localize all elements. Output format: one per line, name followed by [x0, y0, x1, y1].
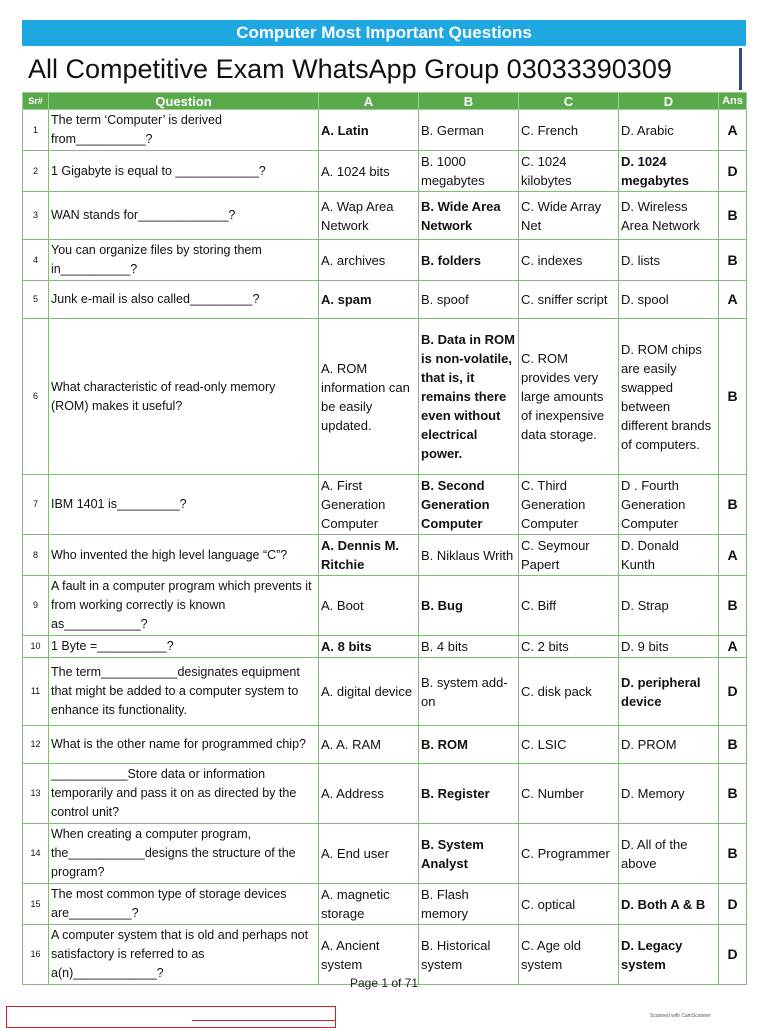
answer-cell: A	[719, 281, 747, 319]
table-row	[23, 475, 747, 535]
option-b: B. Wide Area Network	[419, 192, 519, 240]
option-b: B. Register	[419, 764, 519, 824]
header-c: C	[519, 93, 619, 110]
header-d: D	[619, 93, 719, 110]
answer-cell: D	[719, 884, 747, 925]
option-a: A. First Generation Computer	[319, 475, 419, 535]
answer-cell: D	[719, 151, 747, 192]
option-d: D. 9 bits	[619, 636, 719, 658]
question-cell: ___________Store data or information temporarily and pass it on as directed by the control unit?	[49, 764, 319, 824]
header-ans: Ans	[719, 93, 747, 110]
question-cell: A fault in a computer program which prevents it from working correctly is known as___________?	[49, 576, 319, 636]
option-d: D. spool	[619, 281, 719, 319]
option-d: D. peripheral device	[619, 658, 719, 726]
option-c: C. French	[519, 110, 619, 151]
page-number: Page 1 of 71	[349, 976, 419, 990]
option-a: A. 1024 bits	[319, 151, 419, 192]
answer-cell: A	[719, 110, 747, 151]
question-cell: WAN stands for_____________?	[49, 192, 319, 240]
row-number: 8	[23, 535, 49, 576]
table-row	[23, 281, 747, 319]
row-number: 16	[23, 925, 49, 985]
table-row	[23, 151, 747, 192]
question-cell: Junk e-mail is also called_________?	[49, 281, 319, 319]
row-number: 4	[23, 240, 49, 281]
row-number: 5	[23, 281, 49, 319]
question-cell: Who invented the high level language “C”?	[49, 535, 319, 576]
row-number: 11	[23, 658, 49, 726]
option-a: A. Dennis M. Ritchie	[319, 535, 419, 576]
document-banner: Computer Most Important Questions	[22, 20, 746, 46]
table-row	[23, 658, 747, 726]
question-cell: What characteristic of read-only memory (ROM) makes it useful?	[49, 319, 319, 475]
row-number: 9	[23, 576, 49, 636]
header-sr: Sr#	[23, 93, 49, 110]
answer-cell: D	[719, 925, 747, 985]
option-b: B. spoof	[419, 281, 519, 319]
table-row	[23, 535, 747, 576]
row-number: 13	[23, 764, 49, 824]
answer-cell: A	[719, 535, 747, 576]
option-b: B. Data in ROM is non-volatile, that is, it remains there even without electrical power.	[419, 319, 519, 475]
option-a: A. Wap Area Network	[319, 192, 419, 240]
option-a: A. digital device	[319, 658, 419, 726]
table-row	[23, 110, 747, 151]
option-c: C. Seymour Papert	[519, 535, 619, 576]
option-d: D . Fourth Generation Computer	[619, 475, 719, 535]
option-c: C. Programmer	[519, 824, 619, 884]
option-c: C. Number	[519, 764, 619, 824]
option-c: C. 2 bits	[519, 636, 619, 658]
table-row	[23, 726, 747, 764]
option-b: B. Bug	[419, 576, 519, 636]
option-c: C. disk pack	[519, 658, 619, 726]
option-b: B. Niklaus Writh	[419, 535, 519, 576]
option-b: B. Flash memory	[419, 884, 519, 925]
annotation-line	[192, 1020, 336, 1021]
option-b: B. German	[419, 110, 519, 151]
option-d: D. 1024 megabytes	[619, 151, 719, 192]
option-d: D. All of the above	[619, 824, 719, 884]
answer-cell: B	[719, 192, 747, 240]
option-d: D. Donald Kunth	[619, 535, 719, 576]
option-b: B. system add-on	[419, 658, 519, 726]
table-row	[23, 884, 747, 925]
option-a: A. Address	[319, 764, 419, 824]
header-a: A	[319, 93, 419, 110]
option-b: B. 1000 megabytes	[419, 151, 519, 192]
option-a: A. Ancient system	[319, 925, 419, 985]
answer-cell: B	[719, 319, 747, 475]
option-b: B. 4 bits	[419, 636, 519, 658]
answer-cell: B	[719, 240, 747, 281]
question-cell: The term ‘Computer’ is derived from__________?	[49, 110, 319, 151]
table-row	[23, 576, 747, 636]
table-row	[23, 319, 747, 475]
table-row	[23, 636, 747, 658]
table-row	[23, 824, 747, 884]
row-number: 7	[23, 475, 49, 535]
option-a: A. ROM information can be easily updated.	[319, 319, 419, 475]
header-b: B	[419, 93, 519, 110]
answer-cell: A	[719, 636, 747, 658]
option-c: C. indexes	[519, 240, 619, 281]
option-b: B. System Analyst	[419, 824, 519, 884]
answer-cell: B	[719, 726, 747, 764]
answer-cell: B	[719, 576, 747, 636]
option-a: A. archives	[319, 240, 419, 281]
table-row	[23, 764, 747, 824]
option-d: D. Strap	[619, 576, 719, 636]
option-d: D. ROM chips are easily swapped between different brands of computers.	[619, 319, 719, 475]
question-cell: What is the other name for programmed chip?	[49, 726, 319, 764]
option-b: B. Historical system	[419, 925, 519, 985]
option-c: C. optical	[519, 884, 619, 925]
row-number: 3	[23, 192, 49, 240]
question-cell: 1 Byte =__________?	[49, 636, 319, 658]
option-b: B. Second Generation Computer	[419, 475, 519, 535]
option-a: A. magnetic storage	[319, 884, 419, 925]
row-number: 10	[23, 636, 49, 658]
row-number: 1	[23, 110, 49, 151]
option-c: C. LSIC	[519, 726, 619, 764]
question-cell: The most common type of storage devices are_________?	[49, 884, 319, 925]
option-a: A. A. RAM	[319, 726, 419, 764]
option-c: C. Wide Array Net	[519, 192, 619, 240]
answer-cell: B	[719, 764, 747, 824]
row-number: 14	[23, 824, 49, 884]
option-c: C. Third Generation Computer	[519, 475, 619, 535]
option-d: D. PROM	[619, 726, 719, 764]
option-d: D. Wireless Area Network	[619, 192, 719, 240]
answer-cell: D	[719, 658, 747, 726]
option-c: C. ROM provides very large amounts of inexpensive data storage.	[519, 319, 619, 475]
document-subtitle: All Competitive Exam WhatsApp Group 03033390309	[22, 48, 742, 90]
option-c: C. sniffer script	[519, 281, 619, 319]
option-d: D. Memory	[619, 764, 719, 824]
option-c: C. Age old system	[519, 925, 619, 985]
row-number: 15	[23, 884, 49, 925]
option-d: D. Both A & B	[619, 884, 719, 925]
questions-table	[22, 92, 747, 985]
annotation-box	[6, 1006, 336, 1028]
option-c: C. Biff	[519, 576, 619, 636]
question-cell: When creating a computer program, the___________designs the structure of the program?	[49, 824, 319, 884]
option-a: A. Latin	[319, 110, 419, 151]
answer-cell: B	[719, 475, 747, 535]
question-cell: 1 Gigabyte is equal to ____________?	[49, 151, 319, 192]
row-number: 6	[23, 319, 49, 475]
option-a: A. spam	[319, 281, 419, 319]
question-cell: IBM 1401 is_________?	[49, 475, 319, 535]
question-cell: You can organize files by storing them in__________?	[49, 240, 319, 281]
table-row	[23, 192, 747, 240]
option-a: A. 8 bits	[319, 636, 419, 658]
row-number: 12	[23, 726, 49, 764]
question-cell: A computer system that is old and perhaps not satisfactory is referred to as a(n)____________?	[49, 925, 319, 985]
option-d: D. Legacy system	[619, 925, 719, 985]
option-b: B. ROM	[419, 726, 519, 764]
option-d: D. Arabic	[619, 110, 719, 151]
option-c: C. 1024 kilobytes	[519, 151, 619, 192]
scanner-watermark: Scanned with CamScanner	[650, 1013, 711, 1019]
table-row	[23, 240, 747, 281]
option-a: A. Boot	[319, 576, 419, 636]
option-a: A. End user	[319, 824, 419, 884]
answer-cell: B	[719, 824, 747, 884]
table-header-row	[23, 93, 747, 110]
option-d: D. lists	[619, 240, 719, 281]
header-question: Question	[49, 93, 319, 110]
question-cell: The term___________designates equipment that might be added to a computer system to enhance its functionality.	[49, 658, 319, 726]
row-number: 2	[23, 151, 49, 192]
option-b: B. folders	[419, 240, 519, 281]
